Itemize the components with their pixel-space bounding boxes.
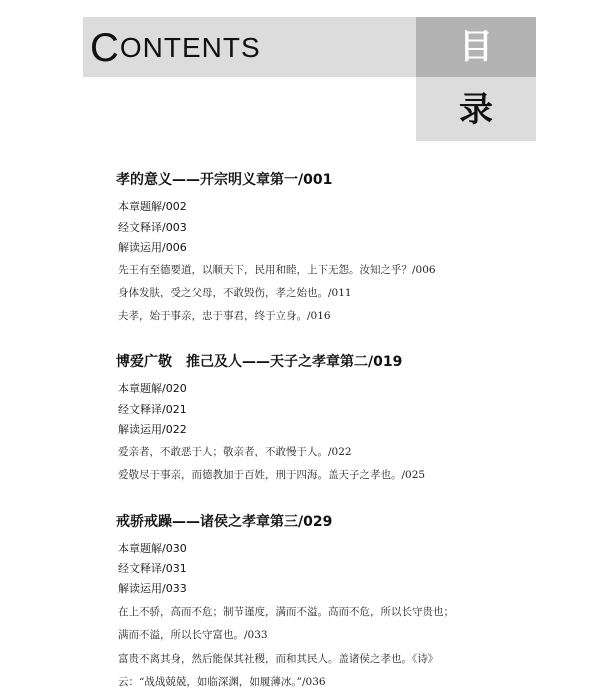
chapter-2-title[interactable]: 博爱广敬 推己及人——天子之孝章第二/019 xyxy=(116,354,403,370)
chapter-2-item[interactable]: 本章题解/020 xyxy=(118,382,187,395)
chapter-3-quote[interactable]: 在上不骄，高而不危；制节谨度，满而不溢。高而不危，所以长守贵也； xyxy=(118,606,454,618)
chapter-1-item[interactable]: 解读运用/006 xyxy=(118,241,187,254)
contents-initial: C xyxy=(90,26,120,70)
chapter-3-item[interactable]: 解读运用/033 xyxy=(118,582,187,595)
chapter-3-item[interactable]: 本章题解/030 xyxy=(118,542,187,555)
chapter-2-quote[interactable]: 爱亲者，不敢恶于人；敬亲者，不敢慢于人。/022 xyxy=(118,446,352,458)
chapter-2-item[interactable]: 解读运用/022 xyxy=(118,423,187,436)
chapter-1-item[interactable]: 经文释译/003 xyxy=(118,221,187,234)
chapter-3-quote[interactable]: 云：“战战兢兢，如临深渊，如履薄冰。”/036 xyxy=(118,676,326,688)
chapter-2-item[interactable]: 经文释译/021 xyxy=(118,403,187,416)
mulu-char-lu: 录 xyxy=(459,90,493,130)
contents-heading xyxy=(90,28,261,68)
chapter-1-item[interactable]: 本章题解/002 xyxy=(118,200,187,213)
contents-rest: ONTENTS xyxy=(119,32,261,63)
mulu-char-mu: 目 xyxy=(459,27,493,67)
chapter-2-quote[interactable]: 爱敬尽于事亲，而德教加于百姓，刑于四海。盖天子之孝也。/025 xyxy=(118,469,426,481)
chapter-1-quote[interactable]: 先王有至德要道，以顺天下，民用和睦，上下无怨。汝知之乎？/006 xyxy=(118,264,436,276)
chapter-1-title[interactable]: 孝的意义——开宗明义章第一/001 xyxy=(116,172,333,188)
chapter-1-quote[interactable]: 身体发肤，受之父母，不敢毁伤，孝之始也。/011 xyxy=(118,287,352,299)
chapter-3-title[interactable]: 戒骄戒躁——诸侯之孝章第三/029 xyxy=(116,514,333,530)
chapter-3-quote[interactable]: 富贵不离其身，然后能保其社稷，而和其民人。盖诸侯之孝也。《诗》 xyxy=(118,653,439,665)
chapter-1-quote[interactable]: 夫孝，始于事亲，忠于事君，终于立身。/016 xyxy=(118,310,331,322)
chapter-3-quote[interactable]: 满而不溢，所以长守富也。/033 xyxy=(118,629,268,641)
chapter-3-item[interactable]: 经文释译/031 xyxy=(118,562,187,575)
